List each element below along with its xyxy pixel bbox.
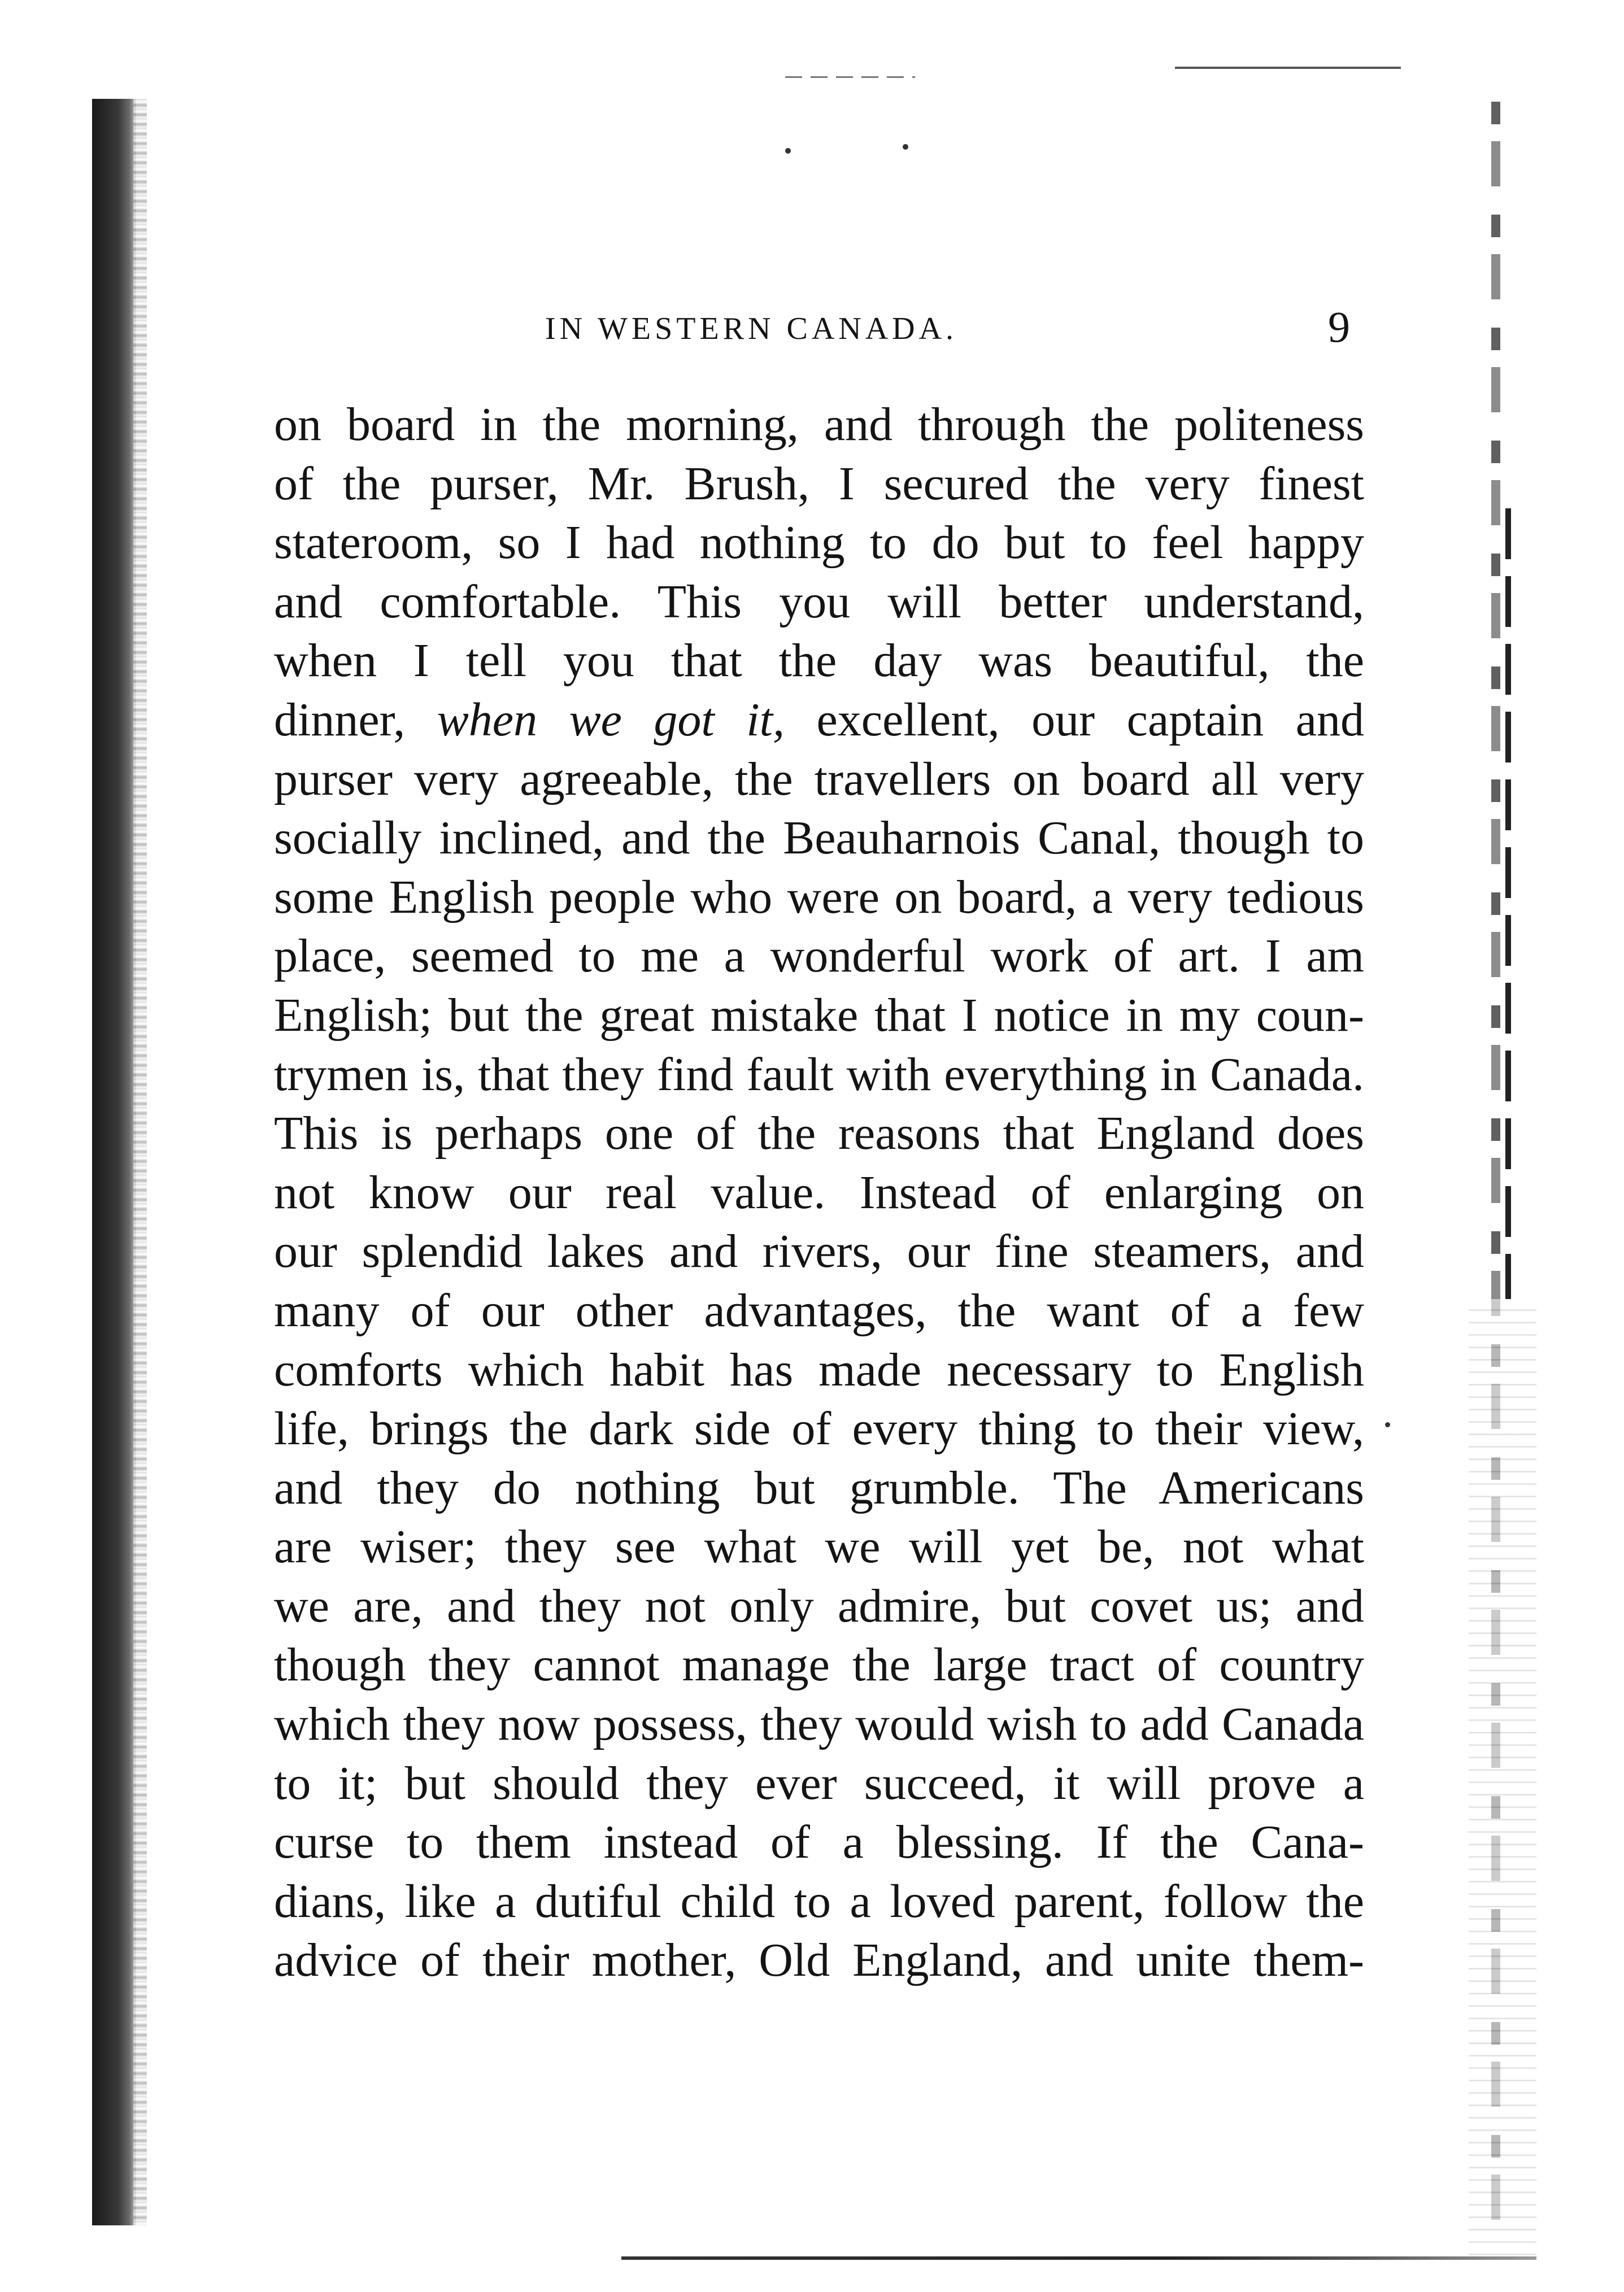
text-line: we are, and they not only admire, but covet us; and [274,1579,1364,1632]
binding-edge [92,99,136,2225]
bottom-scan-line [621,2256,1536,2260]
text-line: trymen is, that they find fault with everything in Canada. [274,1048,1364,1101]
text-line: English; but the great mistake that I notice in my coun- [274,988,1364,1042]
italic-phrase: when we got it, [437,693,785,746]
scan-speck [785,148,791,154]
running-head [277,302,1350,356]
text-line: advice of their mother, Old England, and unite them- [274,1934,1364,1987]
text-line: stateroom, so I had nothing to do but to feel happy [274,516,1364,569]
text-line: purser very agreeable, the travellers on board all very [274,752,1364,805]
text-line: life, brings the dark side of every thing to their view, [274,1402,1364,1456]
top-scan-dash [785,76,915,78]
text-line: are wiser; they see what we will yet be, not what [274,1520,1364,1574]
text-line: which they now possess, they would wish to add Canada [274,1698,1364,1751]
text-line: comforts which habit has made necessary to English [274,1343,1364,1396]
text-line-with-italic [274,691,1364,750]
text-line: place, seemed to me a wonderful work of art. I am [274,930,1364,983]
right-edge-texture [1469,1299,1536,2259]
binding-edge-texture [133,99,147,2225]
right-page-edge-mark [1505,508,1511,1299]
running-title: IN WESTERN CANADA. [545,311,958,346]
text-fragment: excellent, our captain and [816,693,1365,746]
text-line: curse to them instead of a blessing. If the Cana- [274,1816,1364,1869]
text-line: many of our other advantages, the want of a few [274,1284,1364,1337]
text-line: not know our real value. Instead of enlarging on [274,1166,1364,1219]
top-scan-line [1175,67,1401,69]
text-line: some English people who were on board, a very tedious [274,870,1364,923]
scan-speck [1385,1422,1390,1427]
text-line: of the purser, Mr. Brush, I secured the very finest [274,457,1364,510]
text-line: to it; but should they ever succeed, it will prove a [274,1757,1364,1810]
text-line: socially inclined, and the Beauharnois Canal, though to [274,812,1364,865]
text-line: This is perhaps one of the reasons that England does [274,1107,1364,1160]
page-number: 9 [1328,302,1350,351]
text-line: though they cannot manage the large tract of country [274,1639,1364,1692]
scan-speck [903,144,908,150]
body-text [274,395,1364,1990]
text-line: our splendid lakes and rivers, our fine steamers, and [274,1225,1364,1278]
text-fragment: dinner, [274,693,406,746]
text-line: and they do nothing but grumble. The Americans [274,1461,1364,1514]
text-line: on board in the morning, and through the politeness [274,398,1364,451]
text-line: when I tell you that the day was beautiful, the [274,634,1364,687]
text-line: and comfortable. This you will better understand, [274,575,1364,628]
text-line: dians, like a dutiful child to a loved parent, follow the [274,1875,1364,1928]
